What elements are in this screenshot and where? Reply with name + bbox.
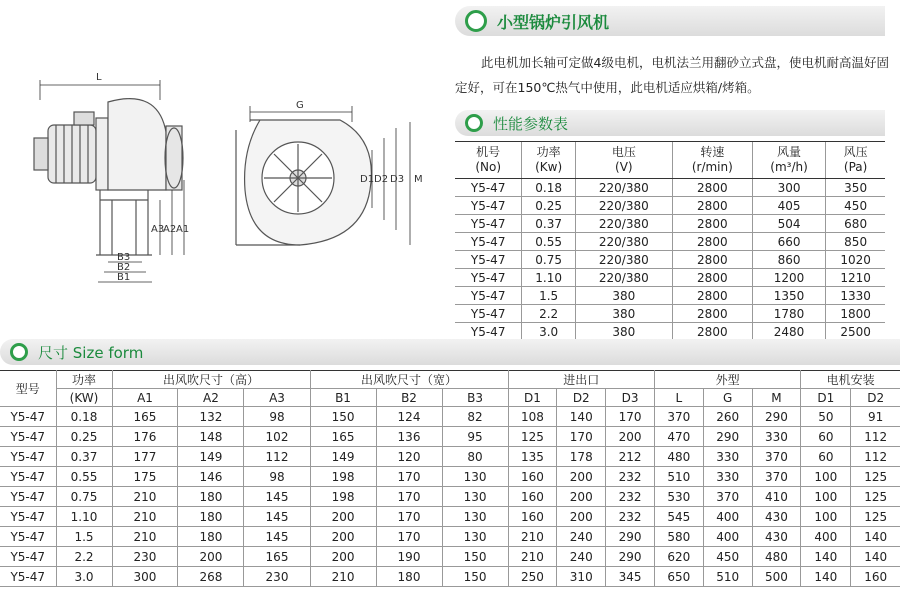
size-row (0, 527, 900, 547)
table-cell: 1210 (826, 269, 885, 287)
dim-label-d2: D2 (374, 174, 389, 185)
table-cell: 130 (442, 487, 508, 507)
size-col-motor-d1: D1 (801, 389, 851, 407)
table-cell: 98 (244, 407, 310, 427)
table-cell: Y5-47 (455, 305, 522, 323)
perf-header-power: 功率 (Kw) (522, 142, 575, 179)
table-cell: 220/380 (575, 251, 672, 269)
table-cell: 170 (376, 467, 442, 487)
table-cell: 0.37 (522, 215, 575, 233)
table-cell: 124 (376, 407, 442, 427)
table-cell: 350 (826, 179, 885, 197)
table-cell: 300 (112, 567, 178, 587)
table-cell: Y5-47 (0, 567, 56, 587)
table-cell: 160 (508, 467, 557, 487)
perf-header-voltage: 电压 (V) (575, 142, 672, 179)
table-cell: Y5-47 (455, 215, 522, 233)
size-col-d2: D2 (557, 389, 606, 407)
table-cell: 1350 (752, 287, 825, 305)
size-row (0, 487, 900, 507)
table-cell: 170 (606, 407, 655, 427)
table-cell: 200 (310, 527, 376, 547)
table-cell: 400 (801, 527, 851, 547)
size-title: 尺寸 Size form (38, 343, 144, 362)
table-cell: 170 (376, 487, 442, 507)
table-cell: 2800 (672, 269, 752, 287)
table-cell: 330 (703, 447, 752, 467)
table-cell: 210 (508, 527, 557, 547)
table-cell: 132 (178, 407, 244, 427)
dim-label-b1: B1 (117, 272, 131, 283)
table-cell: 200 (557, 467, 606, 487)
size-col-a1: A1 (112, 389, 178, 407)
table-cell: 2800 (672, 251, 752, 269)
table-cell: 160 (508, 487, 557, 507)
table-cell: 660 (752, 233, 825, 251)
perf-header-airflow: 风量 (m³/h) (752, 142, 825, 179)
table-cell: 504 (752, 215, 825, 233)
table-cell: 2800 (672, 179, 752, 197)
performance-title: 性能参数表 (493, 114, 569, 133)
table-cell: 140 (851, 547, 900, 567)
table-cell: 290 (752, 407, 801, 427)
size-col-b3: B3 (442, 389, 508, 407)
table-cell: 2800 (672, 305, 752, 323)
size-group-inlet-outlet: 进出口 (508, 371, 654, 389)
table-cell: 102 (244, 427, 310, 447)
table-cell: 198 (310, 487, 376, 507)
table-cell: 545 (654, 507, 703, 527)
table-cell: 200 (557, 507, 606, 527)
table-cell: 500 (752, 567, 801, 587)
table-cell: 0.75 (56, 487, 112, 507)
table-cell: 130 (442, 467, 508, 487)
table-cell: 2800 (672, 197, 752, 215)
table-cell: 300 (752, 179, 825, 197)
table-cell: 2800 (672, 215, 752, 233)
table-cell: 210 (508, 547, 557, 567)
table-cell: 510 (703, 567, 752, 587)
table-cell: 0.18 (56, 407, 112, 427)
performance-row (455, 179, 885, 197)
table-cell: 140 (801, 567, 851, 587)
table-cell: 240 (557, 547, 606, 567)
table-cell: 580 (654, 527, 703, 547)
performance-table (455, 141, 885, 341)
table-cell: 60 (801, 447, 851, 467)
size-col-d1: D1 (508, 389, 557, 407)
performance-row (455, 305, 885, 323)
table-cell: 210 (112, 487, 178, 507)
table-cell: 330 (703, 467, 752, 487)
table-cell: 400 (703, 507, 752, 527)
fan-dimension-drawing (0, 40, 450, 310)
performance-row (455, 251, 885, 269)
table-cell: 370 (654, 407, 703, 427)
table-cell: 400 (703, 527, 752, 547)
size-row (0, 447, 900, 467)
product-title: 小型锅炉引风机 (497, 12, 610, 32)
table-cell: 210 (310, 567, 376, 587)
perf-header-speed: 转速 (r/min) (672, 142, 752, 179)
table-cell: 125 (851, 507, 900, 527)
perf-header-model: 机号 (No) (455, 142, 522, 179)
dim-label-d3: D3 (390, 174, 405, 185)
table-cell: 140 (851, 527, 900, 547)
performance-title-bar (455, 110, 885, 136)
size-header-power-unit: (KW) (56, 389, 112, 407)
size-col-b1: B1 (310, 389, 376, 407)
table-cell: 2480 (752, 323, 825, 341)
dim-label-b2: B2 (117, 262, 131, 273)
table-cell: 430 (752, 527, 801, 547)
table-cell: 1.5 (56, 527, 112, 547)
table-cell: 175 (112, 467, 178, 487)
table-cell: 450 (826, 197, 885, 215)
size-title-bar (0, 339, 900, 365)
table-cell: Y5-47 (455, 179, 522, 197)
table-cell: 150 (442, 567, 508, 587)
table-cell: Y5-47 (455, 197, 522, 215)
size-col-motor-d2: D2 (851, 389, 900, 407)
table-cell: 0.25 (522, 197, 575, 215)
table-cell: 170 (557, 427, 606, 447)
table-cell: 82 (442, 407, 508, 427)
table-cell: 165 (310, 427, 376, 447)
table-cell: 200 (178, 547, 244, 567)
table-cell: 160 (508, 507, 557, 527)
table-cell: 100 (801, 467, 851, 487)
table-cell: Y5-47 (455, 323, 522, 341)
size-col-a3: A3 (244, 389, 310, 407)
table-cell: 149 (310, 447, 376, 467)
table-cell: 250 (508, 567, 557, 587)
table-cell: 1330 (826, 287, 885, 305)
table-cell: Y5-47 (455, 269, 522, 287)
table-cell: 0.75 (522, 251, 575, 269)
table-cell: Y5-47 (0, 467, 56, 487)
table-cell: 480 (654, 447, 703, 467)
table-cell: 0.55 (522, 233, 575, 251)
size-row (0, 567, 900, 587)
table-cell: 1.5 (522, 287, 575, 305)
table-cell: 145 (244, 507, 310, 527)
table-cell: 480 (752, 547, 801, 567)
size-group-outlet-width: 出风吹尺寸（宽） (310, 371, 508, 389)
size-group-outline: 外型 (654, 371, 800, 389)
table-cell: 135 (508, 447, 557, 467)
table-cell: 620 (654, 547, 703, 567)
dim-label-g: G (296, 100, 304, 111)
table-cell: 220/380 (575, 233, 672, 251)
table-cell: 2.2 (522, 305, 575, 323)
size-row (0, 507, 900, 527)
table-cell: 210 (112, 507, 178, 527)
table-cell: 370 (703, 487, 752, 507)
table-cell: 405 (752, 197, 825, 215)
table-cell: 2.2 (56, 547, 112, 567)
table-cell: 165 (244, 547, 310, 567)
table-cell: 125 (851, 467, 900, 487)
table-cell: 380 (575, 305, 672, 323)
table-cell: 0.25 (56, 427, 112, 447)
performance-row (455, 269, 885, 287)
dim-label-a3: A3 (151, 224, 165, 235)
dim-label-l: L (96, 72, 102, 83)
table-cell: 230 (112, 547, 178, 567)
product-description: 此电机加长轴可定做4级电机，电机法兰用翻砂立式盘，使电机耐高温好固定好，可在150℃热气中使用，此电机适应烘箱/烤箱。 (455, 55, 889, 95)
table-cell: 176 (112, 427, 178, 447)
dim-label-a2: A2 (163, 224, 177, 235)
table-cell: 232 (606, 507, 655, 527)
table-cell: 112 (851, 427, 900, 447)
table-cell: Y5-47 (0, 447, 56, 467)
table-cell: 232 (606, 467, 655, 487)
table-cell: 100 (801, 487, 851, 507)
table-cell: 410 (752, 487, 801, 507)
table-cell: 0.55 (56, 467, 112, 487)
table-cell: 220/380 (575, 197, 672, 215)
table-cell: Y5-47 (0, 487, 56, 507)
size-col-l: L (654, 389, 703, 407)
table-cell: 290 (606, 527, 655, 547)
size-row (0, 427, 900, 447)
table-cell: 2800 (672, 323, 752, 341)
table-cell: 510 (654, 467, 703, 487)
table-cell: 130 (442, 507, 508, 527)
table-cell: 200 (606, 427, 655, 447)
table-cell: 290 (606, 547, 655, 567)
perf-header-pressure: 风压 (Pa) (826, 142, 885, 179)
table-cell: 130 (442, 527, 508, 547)
table-cell: 178 (557, 447, 606, 467)
performance-row (455, 287, 885, 305)
table-cell: 150 (442, 547, 508, 567)
table-cell: 240 (557, 527, 606, 547)
dim-label-m: M (414, 174, 423, 185)
size-row (0, 467, 900, 487)
table-cell: Y5-47 (455, 287, 522, 305)
table-cell: Y5-47 (455, 233, 522, 251)
dim-label-d1: D1 (360, 174, 375, 185)
size-table (0, 370, 900, 587)
size-group-motor-mount: 电机安装 (801, 371, 900, 389)
size-group-outlet-height: 出风吹尺寸（高） (112, 371, 310, 389)
size-header-model: 型号 (0, 371, 56, 407)
table-cell: 330 (752, 427, 801, 447)
table-cell: 148 (178, 427, 244, 447)
table-cell: 650 (654, 567, 703, 587)
table-cell: 260 (703, 407, 752, 427)
performance-header-row (455, 142, 885, 179)
table-cell: 470 (654, 427, 703, 447)
ring-bullet-icon (10, 343, 28, 361)
table-cell: 232 (606, 487, 655, 507)
table-cell: Y5-47 (0, 427, 56, 447)
table-cell: Y5-47 (0, 527, 56, 547)
table-cell: 2800 (672, 287, 752, 305)
table-cell: 1020 (826, 251, 885, 269)
table-cell: 146 (178, 467, 244, 487)
table-cell: 145 (244, 527, 310, 547)
table-cell: 1.10 (56, 507, 112, 527)
table-cell: 80 (442, 447, 508, 467)
table-cell: 150 (310, 407, 376, 427)
table-cell: 98 (244, 467, 310, 487)
table-cell: 200 (310, 547, 376, 567)
table-cell: 91 (851, 407, 900, 427)
table-cell: 268 (178, 567, 244, 587)
performance-row (455, 197, 885, 215)
table-cell: 95 (442, 427, 508, 447)
table-cell: 530 (654, 487, 703, 507)
table-cell: 200 (310, 507, 376, 527)
table-cell: 1.10 (522, 269, 575, 287)
table-cell: 370 (752, 447, 801, 467)
table-cell: 50 (801, 407, 851, 427)
table-cell: 177 (112, 447, 178, 467)
table-cell: 220/380 (575, 179, 672, 197)
size-subheader-row (0, 389, 900, 407)
size-col-d3: D3 (606, 389, 655, 407)
table-cell: 140 (557, 407, 606, 427)
ring-bullet-icon (465, 10, 487, 32)
table-cell: 430 (752, 507, 801, 527)
table-cell: 290 (703, 427, 752, 447)
table-cell: Y5-47 (0, 407, 56, 427)
table-cell: 180 (178, 487, 244, 507)
table-cell: 3.0 (56, 567, 112, 587)
size-col-g: G (703, 389, 752, 407)
table-cell: 212 (606, 447, 655, 467)
table-cell: 220/380 (575, 215, 672, 233)
table-cell: 230 (244, 567, 310, 587)
table-cell: 380 (575, 323, 672, 341)
size-col-a2: A2 (178, 389, 244, 407)
table-cell: 60 (801, 427, 851, 447)
table-cell: 149 (178, 447, 244, 467)
table-cell: 170 (376, 507, 442, 527)
dim-label-a1: A1 (176, 224, 190, 235)
table-cell: 180 (376, 567, 442, 587)
table-cell: 125 (851, 487, 900, 507)
table-cell: 450 (703, 547, 752, 567)
table-cell: 120 (376, 447, 442, 467)
table-cell: 160 (851, 567, 900, 587)
table-cell: 145 (244, 487, 310, 507)
table-cell: 1780 (752, 305, 825, 323)
table-cell: 112 (851, 447, 900, 467)
size-row (0, 407, 900, 427)
table-cell: 108 (508, 407, 557, 427)
table-cell: 860 (752, 251, 825, 269)
table-cell: Y5-47 (0, 507, 56, 527)
table-cell: 112 (244, 447, 310, 467)
table-cell: 210 (112, 527, 178, 547)
table-cell: 0.37 (56, 447, 112, 467)
ring-bullet-icon (465, 114, 483, 132)
table-cell: 370 (752, 467, 801, 487)
size-row (0, 547, 900, 567)
table-cell: 198 (310, 467, 376, 487)
table-cell: 180 (178, 527, 244, 547)
table-cell: 220/380 (575, 269, 672, 287)
dim-label-b3: B3 (117, 252, 131, 263)
size-group-header-row (0, 371, 900, 389)
table-cell: Y5-47 (455, 251, 522, 269)
product-title-bar (455, 6, 885, 36)
size-col-b2: B2 (376, 389, 442, 407)
table-cell: 680 (826, 215, 885, 233)
table-cell: 3.0 (522, 323, 575, 341)
table-cell: 200 (557, 487, 606, 507)
performance-row (455, 233, 885, 251)
table-cell: 850 (826, 233, 885, 251)
table-cell: 136 (376, 427, 442, 447)
table-cell: 1200 (752, 269, 825, 287)
table-cell: 2500 (826, 323, 885, 341)
table-cell: 2800 (672, 233, 752, 251)
size-col-m: M (752, 389, 801, 407)
table-cell: 1800 (826, 305, 885, 323)
performance-row (455, 215, 885, 233)
table-cell: 165 (112, 407, 178, 427)
table-cell: 125 (508, 427, 557, 447)
table-cell: 380 (575, 287, 672, 305)
table-cell: 345 (606, 567, 655, 587)
size-header-power: 功率 (56, 371, 112, 389)
table-cell: 310 (557, 567, 606, 587)
table-cell: 0.18 (522, 179, 575, 197)
table-cell: 100 (801, 507, 851, 527)
performance-row (455, 323, 885, 341)
table-cell: 140 (801, 547, 851, 567)
table-cell: 170 (376, 527, 442, 547)
table-cell: 180 (178, 507, 244, 527)
table-cell: Y5-47 (0, 547, 56, 567)
table-cell: 190 (376, 547, 442, 567)
